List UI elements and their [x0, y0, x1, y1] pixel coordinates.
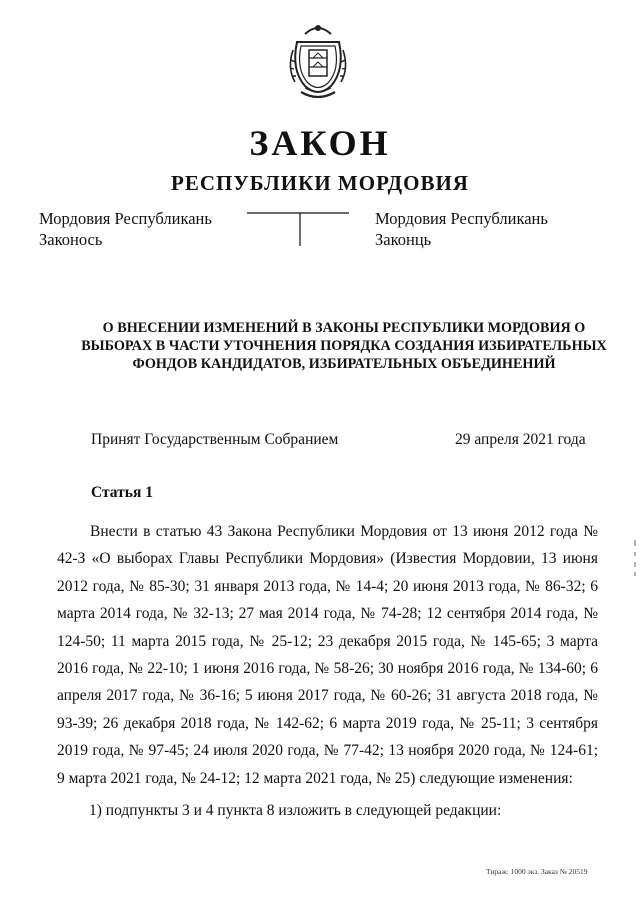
law-name: О ВНЕСЕНИИ ИЗМЕНЕНИЙ В ЗАКОНЫ РЕСПУБЛИКИ МОРДОВИЯ О ВЫБОРАХ В ЧАСТИ УТОЧНЕНИЯ ПОРЯДКА СОЗДАНИЯ ИЗБИРАТЕЛЬНЫХ ФОНДОВ КАНДИДАТОВ, ИЗБИРАТЕЛЬНЫХ ОБЪЕДИНЕНИЙ [81, 320, 607, 372]
margin-mark [632, 540, 638, 580]
moksha-line-1: Мордовия Республикань [39, 209, 212, 228]
moksha-heading [39, 208, 212, 250]
coat-of-arms-emblem-icon [283, 20, 353, 104]
moksha-line-2: Законось [39, 230, 103, 249]
document-subtitle: РЕСПУБЛИКИ МОРДОВИЯ [171, 171, 469, 195]
body-paragraph: Внести в статью 43 Закона Республики Мордовия от 13 июня 2012 года № 42-З «О выборах Главы Республики Мордовия» (Известия Мордовии, 13 июня 2012 года, № 85-30; 31 января 2013 года, № 14-4; 20 июня 2013 года, № 86-32; 6 марта 2014 года, № 32-13; 27 мая 2014 года, № 74-28; 12 сентября 2014 года, № 124-50; 11 марта 2015 года, № 25-12; 23 декабря 2015 года, № 145-65; 3 марта 2016 года, № 22-10; 1 июня 2016 года, № 58-26; 30 ноября 2016 года, № 134-60; 6 апреля 2017 года, № 36-16; 5 июня 2017 года, № 60-26; 31 августа 2018 года, № 93-39; 26 декабря 2018 года, № 142-62; 6 марта 2019 года, № 25-11; 3 сентября 2019 года, № 97-45; 24 июля 2020 года, № 77-42; 13 ноября 2020 года, № 124-61; 9 марта 2021 года, № 24-12; 12 марта 2021 года, № 25) следующие изменения: [57, 523, 598, 787]
heading-divider [247, 212, 349, 248]
list-item: 1) подпункты 3 и 4 пункта 8 изложить в следующей редакции: [89, 802, 502, 819]
erzya-line-1: Мордовия Республикань [375, 209, 548, 228]
document-title: ЗАКОН [249, 123, 391, 163]
adopted-date: 29 апреля 2021 года [455, 431, 586, 448]
erzya-line-2: Законць [375, 230, 432, 249]
article-heading: Статья 1 [91, 484, 153, 501]
print-run-footer: Тираж: 1000 экз. Заказ № 20519 [486, 867, 588, 876]
adopted-by: Принят Государственным Собранием [91, 431, 339, 448]
article-body [57, 518, 598, 792]
erzya-heading [375, 208, 548, 250]
